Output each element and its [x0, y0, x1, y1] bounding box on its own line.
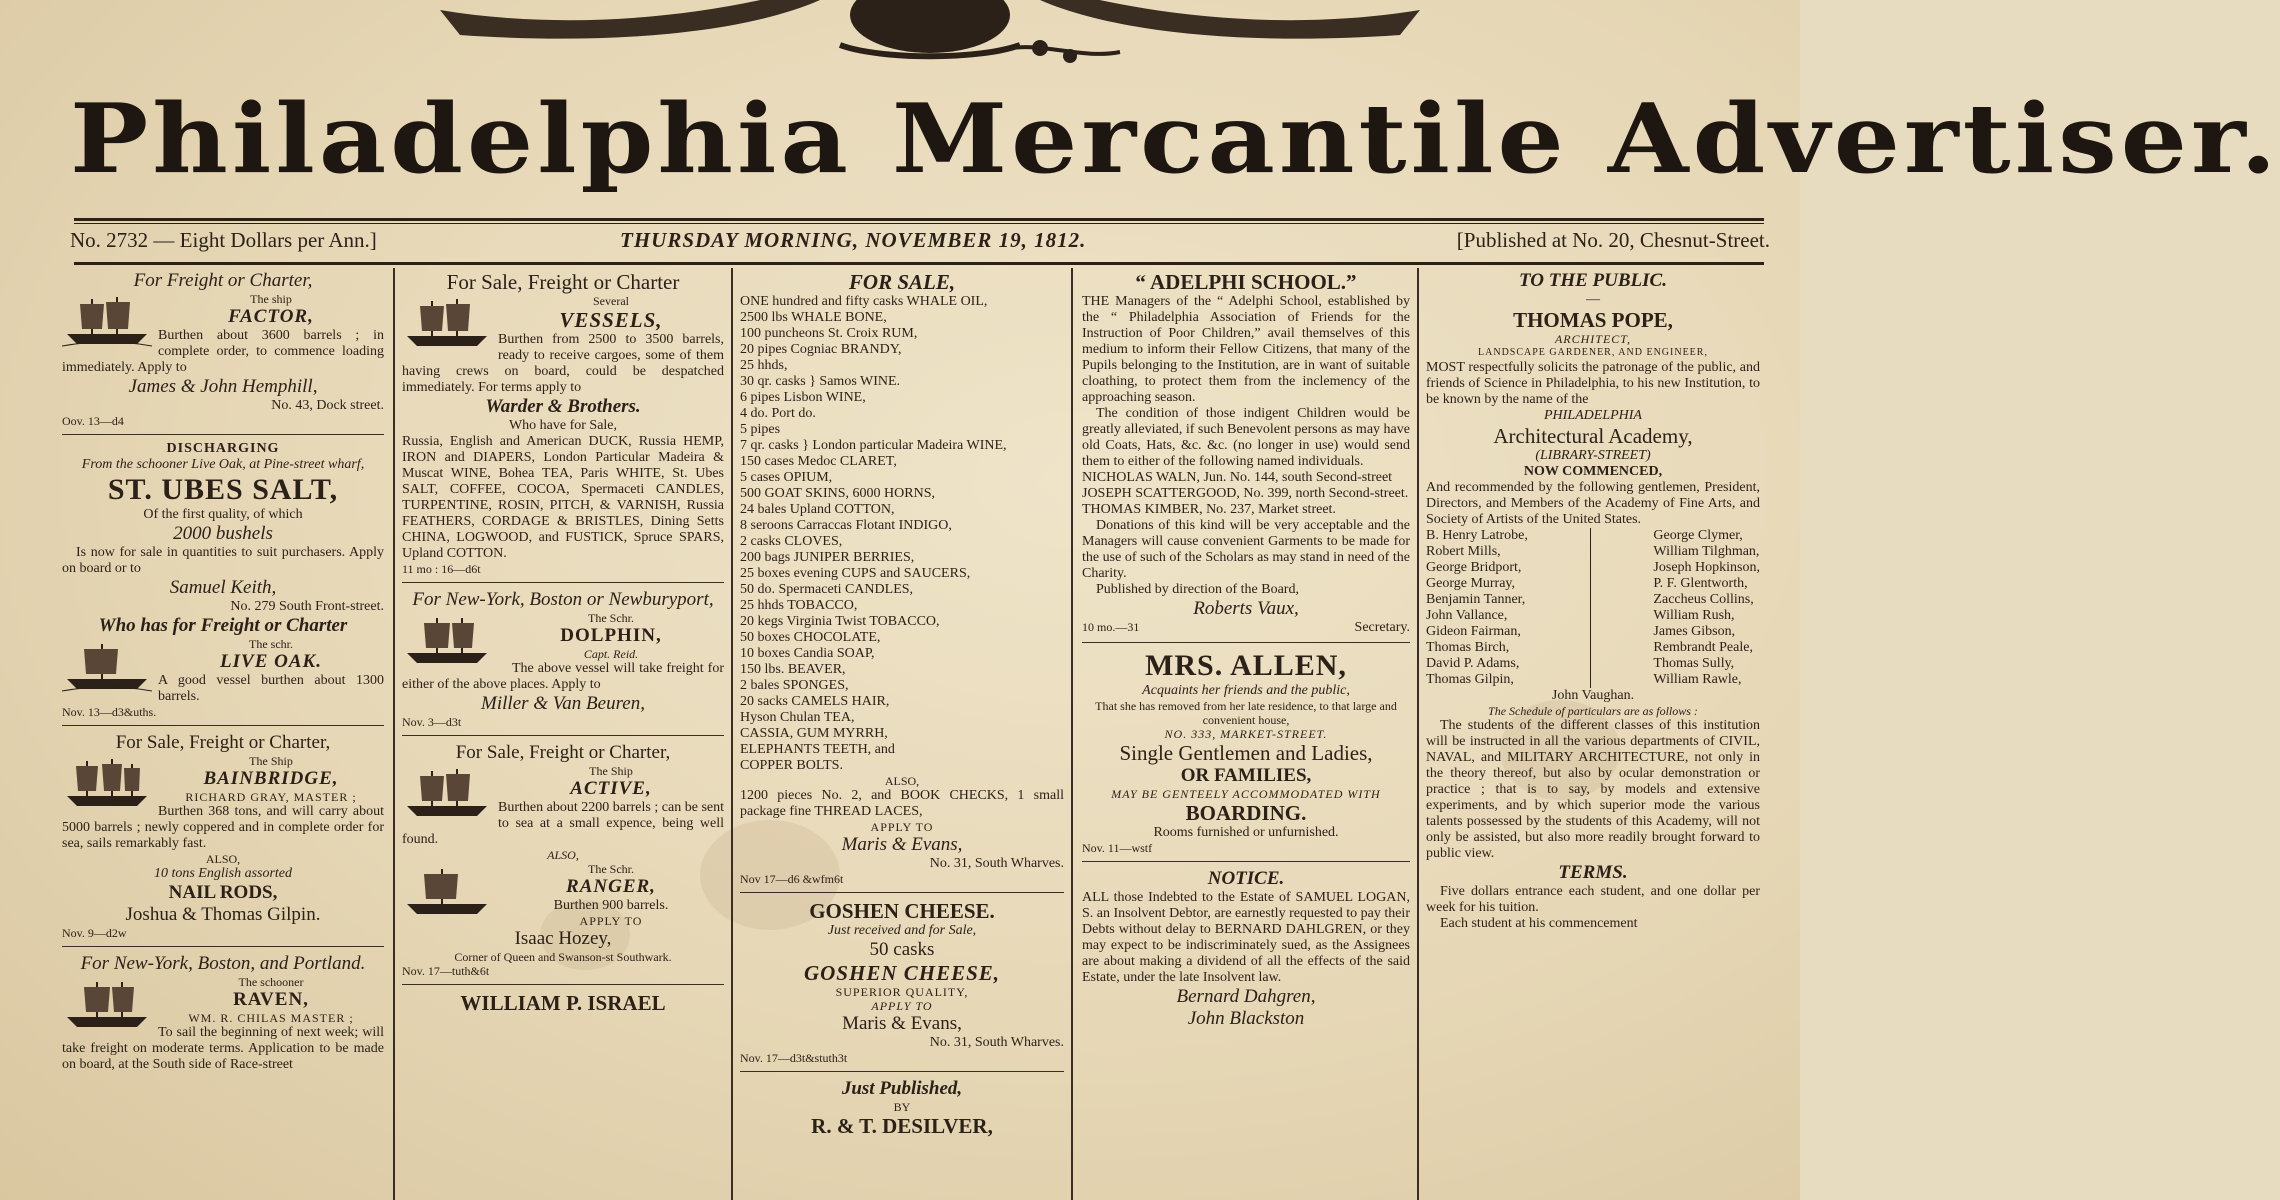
recommender-column — [1653, 528, 1760, 688]
cargo-line: Hyson Chulan TEA, — [740, 710, 855, 725]
eagle-emblem-icon — [440, 0, 1420, 80]
advert-separator — [402, 735, 724, 736]
cargo-line: 20 kegs Virginia Twist TOBACCO, — [740, 614, 940, 629]
advert-adelphi-school: “ ADELPHI SCHOOL.” THE Managers of the “ Adelphi School, established by the “ Philadelphia Association of Friends for the Instruction of Poor Children,” avail themselves of this medium to inform their Fellow Citizens, that many of the Pupils belonging to the Institution, are in want of suitable cloathing, to protect them from the inclemency of the approaching season. The condition of those indigent Children would be greatly alleviated, if such Benevolent persons as may have old Coats, Hats, &c. &c. (no longer in use) would send them to either of the following named individuals. NICHOLAS WALN, Jun. No. 144, south Second-street JOSEPH SCATTERGOOD, No. 399, north Second-street. THOMAS KIMBER, No. 237, Market street. Donations of this kind will be very acceptable and the Managers will cause convenient Garments to be made for the use of such of the Scholars as may stand in need of the Charity. Published by direction of the Board, Roberts Vaux, 10 mo.—31 Secretary. — [1082, 270, 1410, 635]
recommender-name: Gideon Fairman, — [1426, 624, 1521, 639]
advert-factor: For Freight or Charter, The ship FACTOR, Burthen about 3600 barrels ; in complete order, to commence loading immediately. Apply to James & John Hemphill, No. 43, Dock street. Oov. 13—d4 — [62, 270, 384, 428]
cargo-line: 50 do. Spermaceti CANDLES, — [740, 582, 914, 597]
cargo-line: 25 hhds TOBACCO, — [740, 598, 858, 613]
column-4 — [1082, 270, 1410, 1200]
cargo-list — [740, 294, 1064, 774]
recommender-name: David P. Adams, — [1426, 656, 1520, 671]
advert-date: Nov. 9—d2w — [62, 926, 127, 940]
agent-name: Samuel Keith, — [169, 577, 277, 598]
agent-name: Miller & Van Beuren, — [481, 693, 645, 714]
recommender-name: George Clymer, — [1653, 528, 1743, 543]
cargo-line: 24 bales Upland COTTON, — [740, 502, 895, 517]
cargo-line: 200 bags JUNIPER BERRIES, — [740, 550, 915, 565]
cargo-line: CASSIA, GUM MYRRH, — [740, 726, 888, 741]
recommender-name: Robert Mills, — [1426, 544, 1501, 559]
advert-for-sale: FOR SALE, ONE hundred and fifty casks WHALE OIL, 2500 lbs WHALE BONE, 100 puncheons St. Croix RUM, 20 pipes Cogniac BRANDY, 25 hhds, 30 qr. casks } Samos WINE. 6 pipes Lisbon WINE, 4 do. Port do. 5 pipes 7 qr. casks } London particular Madeira WINE, 150 cases Medoc CLARET, 5 cases OPIUM, 500 GOAT SKINS, 6000 HORNS, 24 bales Upland COTTON, 8 seroons Carraccas Flotant INDIGO, 2 casks CLOVES, 200 bags JUNIPER BERRIES, 25 boxes evening CUPS and SAUCERS, 50 do. Spermaceti CANDLES, 25 hhds TOBACCO, 20 kegs Virginia Twist TOBACCO, 50 boxes CHOCOLATE, 10 boxes Candia SOAP, 150 lbs. BEAVER, 2 bales SPONGES, 20 sacks CAMELS HAIR, Hyson Chulan TEA, CASSIA, GUM MYRRH, ELEPHANTS TEETH, and COPPER BOLTS. ALSO, 1200 pieces No. 2, and BOOK CHECKS, 1 small package fine THREAD LACES, APPLY TO Maris & Evans, No. 31, South Wharves. Nov 17—d6 &wfm6t — [740, 270, 1064, 886]
recommender-name: James Gibson, — [1653, 624, 1736, 639]
signature-name: Bernard Dahgren, — [1176, 986, 1316, 1007]
cargo-line: 10 boxes Candia SOAP, — [740, 646, 875, 661]
ship-icon — [402, 864, 492, 920]
recommender-name: George Bridport, — [1426, 560, 1522, 575]
advert-vessels: For Sale, Freight or Charter Several VESSELS, Burthen from 2500 to 3500 barrels, ready to receive cargoes, some of them having crews on board, could be despatched immediately. For terms apply to Warder & Brothers. Who have for Sale, Russia, English and American DUCK, Russia HEMP, IRON and DIAPERS, London Particular Madeira & Muscat WINE, Bohea TEA, Paris WHITE, St. Ubes SALT, COFFEE, COCOA, Spermaceti CANDLES, TURPENTINE, ROSIN, PITCH, & VARNISH, Russia FEATHERS, CORDAGE & BRISTLES, Dining Setts CHINA, LOGWOOD, and FUSTICK, Spruce SPARS, Upland COTTON. 11 mo : 16—d6t — [402, 270, 724, 576]
cargo-line: 100 puncheons St. Croix RUM, — [740, 326, 918, 341]
cargo-line: 2 bales SPONGES, — [740, 678, 849, 693]
cargo-line: ONE hundred and fifty casks WHALE OIL, — [740, 294, 988, 309]
advert-separator — [740, 1071, 1064, 1072]
column-divider — [1417, 268, 1419, 1200]
agent-name: Joshua & Thomas Gilpin. — [125, 904, 321, 925]
publisher-address: [Published at No. 20, Chesnut-Street. — [1456, 228, 1770, 252]
advert-separator — [62, 434, 384, 435]
recommender-name: Zaccheus Collins, — [1653, 592, 1754, 607]
cargo-line: 20 sacks CAMELS HAIR, — [740, 694, 890, 709]
cargo-line: 2 casks CLOVES, — [740, 534, 843, 549]
advert-dolphin: For New-York, Boston or Newburyport, The Schr. DOLPHIN, Capt. Reid. The above vessel will take freight for either of the above places. Apply to Miller & Van Beuren, Nov. 3—d3t — [402, 589, 724, 729]
advert-separator — [740, 892, 1064, 893]
recommender-name: John Vallance, — [1426, 608, 1508, 623]
recommender-name: B. Henry Latrobe, — [1426, 528, 1528, 543]
cargo-line: COPPER BOLTS. — [740, 758, 843, 773]
advert-separator — [62, 725, 384, 726]
advert-notice: NOTICE. ALL those Indebted to the Estate of SAMUEL LOGAN, S. an Insolvent Debtor, are earnestly requested to pay their Debts without delay to BERNARD DAHLGREN, or they may expect to be indiscriminately sued, as the Assignees are about making a dividend of all the effects of the said Estate, under the late Insolvent law. Bernard Dahgren, John Blackston — [1082, 868, 1410, 1029]
cargo-line: 20 pipes Cogniac BRANDY, — [740, 342, 902, 357]
advert-date: Oov. 13—d4 — [62, 414, 124, 428]
masthead-rule-thin — [74, 223, 1764, 224]
cargo-line: 50 boxes CHOCOLATE, — [740, 630, 881, 645]
advert-separator — [402, 582, 724, 583]
advert-mrs-allen: MRS. ALLEN, Acquaints her friends and the public, That she has removed from her late residence, to that large and convenient house, NO. 333, MARKET-STREET. Single Gentlemen and Ladies, OR FAMILIES, MAY BE GENTEELY ACCOMMODATED WITH BOARDING. Rooms furnished or unfurnished. Nov. 11—wstf — [1082, 649, 1410, 855]
advert-date: Nov. 17—d3t&stuth3t — [740, 1051, 848, 1065]
signature-name: Roberts Vaux, — [1193, 598, 1299, 619]
recommender-column — [1426, 528, 1528, 688]
ship-name: RAVEN, — [233, 989, 309, 1010]
cargo-line: 30 qr. casks } Samos WINE. — [740, 374, 901, 389]
advert-date: Nov. 17—tuth&6t — [402, 964, 490, 978]
advert-separator — [1082, 861, 1410, 862]
recommender-name: Thomas Sully, — [1653, 656, 1735, 671]
architect-name: THOMAS POPE, — [1513, 308, 1673, 332]
recommender-list — [1426, 528, 1760, 688]
advert-heading: WILLIAM P. ISRAEL — [460, 991, 666, 1015]
ship-name: RANGER, — [566, 876, 656, 897]
issue-number: No. 2732 — Eight Dollars per Ann.] — [70, 228, 377, 252]
recommender-name: Joseph Hopkinson, — [1653, 560, 1760, 575]
advert-date: Nov. 11—wstf — [1082, 841, 1153, 855]
column-5: TO THE PUBLIC. — THOMAS POPE, ARCHITECT, LANDSCAPE GARDENER, AND ENGINEER, MOST respectfully solicits the patronage of the public, and friends of Science in Philadelphia, to his new Institution, to be known by the name of the PHILADELPHIA Architectural Academy, (LIBRARY-STREET) NOW COMMENCED, And recommended by the following gentlemen, President, Directors, and Members of the Academy of Fine Arts, and Society of Artists of the United States. B. Henry Latrobe, Robert Mills, George Bridport, George Murray, Benjamin Tanner, John Vallance, Gideon Fairman, Thomas Birch, David P. Adams, Thomas Gilpin, George Clymer, William Tilghman, Joseph Hopkinson, P. F. Glentworth, Zaccheus Collins, William Rush, James Gibson, Rembrandt Peale, Thomas Sully, William Rawle, John Vaughan. The Schedule of particulars are as follows : The students of the different classes of this institution will be instructed in all the various departments of CIVIL, NAVAL, and MILITARY ARCHITECTURE, not only in the theory thereof, but also by ocular demonstration or practice ; that is to say, by models and extensive experiments, and by which superior mode the various talents possessed by the students of this Academy, will not only be assisted, but also more readily brought forward to public view. TERMS. Five dollars entrance each student, and one dollar per week for his tuition. Each student at his commencement — [1426, 270, 1760, 931]
cargo-line: 25 boxes evening CUPS and SAUCERS, — [740, 566, 971, 581]
advert-goshen-cheese: GOSHEN CHEESE. Just received and for Sale, 50 casks GOSHEN CHEESE, SUPERIOR QUALITY, APPLY TO Maris & Evans, No. 31, South Wharves. Nov. 17—d3t&stuth3t — [740, 899, 1064, 1065]
signature-name: John Blackston — [1187, 1008, 1305, 1029]
column-divider — [731, 268, 733, 1200]
recommender-name: William Tilghman, — [1653, 544, 1760, 559]
ship-icon — [402, 766, 492, 822]
ship-name: BAINBRIDGE, — [203, 768, 339, 789]
cargo-line: 500 GOAT SKINS, 6000 HORNS, — [740, 486, 935, 501]
agent-name: James & John Hemphill, — [128, 376, 318, 397]
ship-name: DOLPHIN, — [560, 625, 662, 646]
recommender-name: William Rush, — [1653, 608, 1735, 623]
masthead-title: Philadelphia Mercantile Advertiser. — [70, 82, 2280, 196]
recommender-name: Rembrandt Peale, — [1653, 640, 1753, 655]
agent-name: Isaac Hozey, — [514, 928, 612, 949]
agent-name: Maris & Evans, — [842, 1013, 962, 1034]
dateline-rule — [74, 262, 1764, 265]
dateline — [70, 228, 1770, 258]
advert-live-oak: Who has for Freight or Charter The schr. LIVE OAK. A good vessel burthen about 1300 barrels. Nov. 13—d3&uths. — [62, 615, 384, 719]
masthead-rule — [74, 218, 1764, 221]
ship-name: LIVE OAK. — [220, 651, 322, 672]
advert-date: Nov 17—d6 &wfm6t — [740, 872, 844, 886]
column-3: FOR SALE, ONE hundred and fifty casks WHALE OIL, 2500 lbs WHALE BONE, 100 puncheons St. Croix RUM, 20 pipes Cogniac BRANDY, 25 hhds, 30 qr. casks } Samos WINE. 6 pipes Lisbon WINE, 4 do. Port do. 5 pipes 7 qr. casks } London particular Madeira WINE, 150 cases Medoc CLARET, 5 cases OPIUM, 500 GOAT SKINS, 6000 HORNS, 24 bales Upland COTTON, 8 seroons Carraccas Flotant INDIGO, 2 casks CLOVES, 200 bags JUNIPER BERRIES, 25 boxes evening CUPS and SAUCERS, 50 do. Spermaceti CANDLES, 25 hhds TOBACCO, 20 kegs Virginia Twist TOBACCO, 50 boxes CHOCOLATE, 10 boxes Candia SOAP, 150 lbs. BEAVER, 2 bales SPONGES, 20 sacks CAMELS HAIR, Hyson Chulan TEA, CASSIA, GUM MYRRH, ELEPHANTS TEETH, and COPPER BOLTS. ALSO, 1200 pieces No. 2, and BOOK CHECKS, 1 small package fine THREAD LACES, APPLY TO Maris & Evans, No. 31, South Wharves. Nov 17—d6 &wfm6t GOSHEN CHEESE. Just received and for Sale, 50 casks GOSHEN CHEESE, SUPERIOR QUALITY, APPLY TO Maris & Evans, No. 31, South Wharves. Nov. 17—d3t&stuth3t Just Published, BY R. & T. DESILVER, — [740, 270, 1064, 1138]
ship-icon — [402, 296, 492, 352]
ship-name: VESSELS, — [559, 308, 663, 332]
cargo-line: 25 hhds, — [740, 358, 788, 373]
ship-icon — [62, 294, 152, 350]
recommender-name: Benjamin Tanner, — [1426, 592, 1526, 607]
advert-separator — [62, 946, 384, 947]
cargo-line: 5 cases OPIUM, — [740, 470, 833, 485]
cargo-line: 150 cases Medoc CLARET, — [740, 454, 897, 469]
advert-date: 11 mo : 16—d6t — [402, 562, 481, 576]
cargo-line: 5 pipes — [740, 422, 781, 437]
advert-bainbridge: For Sale, Freight or Charter, The Ship BAINBRIDGE, RICHARD GRAY, MASTER ; Burthen 368 tons, and will carry about 5000 barrels ; newly coppered and in complete order for sea, sails remarkably fast. ALSO, 10 tons English assorted NAIL RODS, Joshua & Thomas Gilpin. Nov. 9—d2w — [62, 732, 384, 940]
recommender-name: George Murray, — [1426, 576, 1516, 591]
advert-separator — [402, 984, 724, 985]
ship-icon — [62, 756, 152, 812]
cargo-line: 7 qr. casks } London particular Madeira WINE, — [740, 438, 1007, 453]
advert-date: Nov. 13—d3&uths. — [62, 705, 157, 719]
column-divider — [1071, 268, 1073, 1200]
ship-icon — [402, 613, 492, 669]
advert-headline: ST. UBES SALT, — [107, 473, 339, 506]
recommender-name: Thomas Gilpin, — [1426, 672, 1514, 687]
ship-icon — [62, 639, 152, 695]
cargo-line: ELEPHANTS TEETH, and — [740, 742, 895, 757]
column-divider — [393, 268, 395, 1200]
recommender-name: P. F. Glentworth, — [1653, 576, 1748, 591]
cargo-line: 4 do. Port do. — [740, 406, 816, 421]
ship-name: ACTIVE, — [570, 778, 652, 799]
advert-raven: For New-York, Boston, and Portland. The schooner RAVEN, WM. R. CHILAS MASTER ; To sail the beginning of next week; will take freight on moderate terms. Application to be made on board, at the South side of Race-street — [62, 953, 384, 1072]
column-1 — [62, 270, 384, 1200]
cargo-line: 6 pipes Lisbon WINE, — [740, 390, 866, 405]
advert-active: For Sale, Freight or Charter, The Ship ACTIVE, Burthen about 2200 barrels ; can be sent to sea at a small expence, being well found. ALSO, The Schr. RANGER, Burthen 900 barrels. APPLY TO Isaac Hozey, Corner of Queen and Swanson-st Southwark. Nov. 17—tuth&6t — [402, 742, 724, 978]
advert-st-ubes-salt: DISCHARGING From the schooner Live Oak, at Pine-street wharf, ST. UBES SALT, Of the first quality, of which 2000 bushels Is now for sale in quantities to suit purchasers. Apply on board or to Samuel Keith, No. 279 South Front-street. — [62, 441, 384, 614]
ship-icon — [62, 977, 152, 1033]
cargo-line: 150 lbs. BEAVER, — [740, 662, 846, 677]
advert-date: Nov. 3—d3t — [402, 715, 462, 729]
ship-name: FACTOR, — [228, 306, 314, 327]
advert-heading: For Freight or Charter, — [133, 270, 313, 291]
publication-date: THURSDAY MORNING, NOVEMBER 19, 1812. — [620, 228, 1087, 252]
agent-name: Warder & Brothers. — [485, 396, 641, 417]
recommender-name: William Rawle, — [1653, 672, 1742, 687]
cargo-line: 2500 lbs WHALE BONE, — [740, 310, 887, 325]
cargo-line: 8 seroons Carraccas Flotant INDIGO, — [740, 518, 952, 533]
advert-separator — [1082, 642, 1410, 643]
advert-date: 10 mo.—31 — [1082, 620, 1140, 634]
recommender-name: Thomas Birch, — [1426, 640, 1510, 655]
agent-name: Maris & Evans, — [841, 834, 963, 855]
column-2 — [402, 270, 724, 1200]
